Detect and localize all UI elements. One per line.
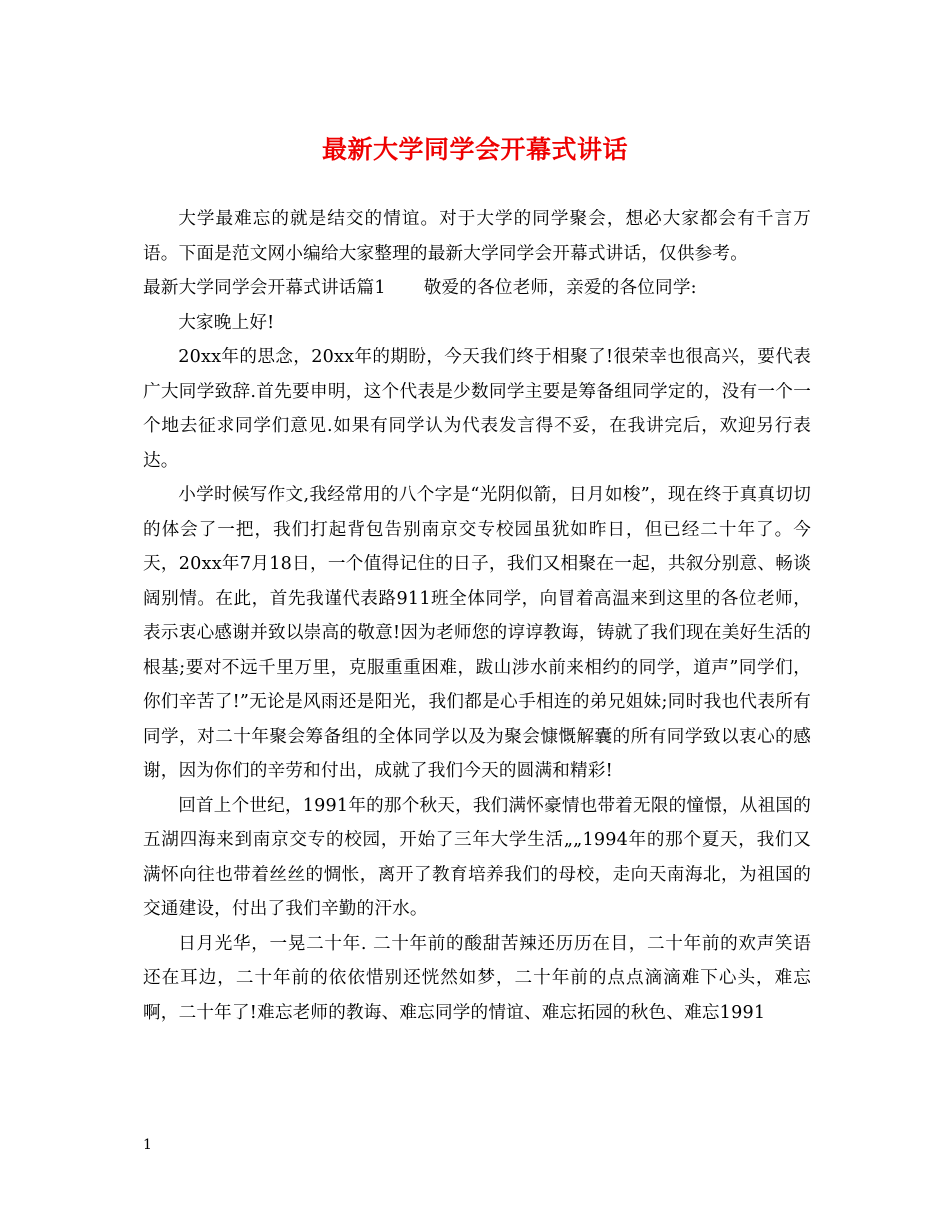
section-heading: 最新大学同学会开幕式讲话篇1 [143, 278, 386, 298]
salutation: 敬爱的各位老师，亲爱的各位同学: [423, 278, 697, 298]
body-paragraph-3: 回首上个世纪，1991年的那个秋天，我们满怀豪情也带着无限的憧憬，从祖国的五湖四海来到南京交专的校园，开始了三年大学生活„„1994年的那个夏天，我们又满怀向往也带着丝丝的惆怅，离开了教育培养我们的母校，走向天南海北，为祖国的交通建设，付出了我们辛勤的汗水。 [143, 795, 811, 919]
greeting-paragraph: 大家晚上好! [178, 312, 275, 333]
section-heading-line [143, 271, 811, 306]
body-paragraph-4: 日月光华，一晃二十年. 二十年前的酸甜苦辣还历历在目，二十年前的欢声笑语还在耳边，二十年前的依依惜别还恍然如梦，二十年前的点点滴滴难下心头，难忘啊，二十年了!难忘老师的教诲、难忘同学的情谊、难忘拓园的秋色、难忘1991 [143, 933, 811, 1023]
page-number: 1 [143, 1137, 152, 1153]
body-paragraph-1: 20xx年的思念，20xx年的期盼，今天我们终于相聚了!很荣幸也很高兴，要代表广大同学致辞.首先要申明，这个代表是少数同学主要是筹备组同学定的，没有一个一个地去征求同学们意见.如果有同学认为代表发言得不妥，在我讲完后，欢迎另行表达。 [143, 347, 811, 471]
intro-paragraph: 大学最难忘的就是结交的情谊。对于大学的同学聚会，想必大家都会有千言万语。下面是范文网小编给大家整理的最新大学同学会开幕式讲话，仅供参考。 [143, 209, 811, 264]
body-paragraph-2: 小学时候写作文,我经常用的八个字是“光阴似箭，日月如梭”，现在终于真真切切的体会了一把，我们打起背包告别南京交专校园虽犹如昨日，但已经二十年了。今天，20xx年7月18日，一个值得记住的日子，我们又相聚在一起，共叙分别意、畅谈阔别情。在此，首先我谨代表路911班全体同学，向冒着高温来到这里的各位老师，表示衷心感谢并致以崇高的敬意!因为老师您的谆谆教诲，铸就了我们现在美好生活的根基;要对不远千里万里，克服重重困难，跋山涉水前来相约的同学，道声”同学们，你们辛苦了!”无论是风雨还是阳光，我们都是心手相连的弟兄姐妹;同时我也代表所有同学，对二十年聚会筹备组的全体同学以及为聚会慷慨解囊的所有同学致以衷心的感谢，因为你们的辛劳和付出，成就了我们今天的圆满和精彩! [143, 485, 811, 781]
document-body [143, 202, 811, 1030]
document-title: 最新大学同学会开幕式讲话 [321, 135, 628, 164]
